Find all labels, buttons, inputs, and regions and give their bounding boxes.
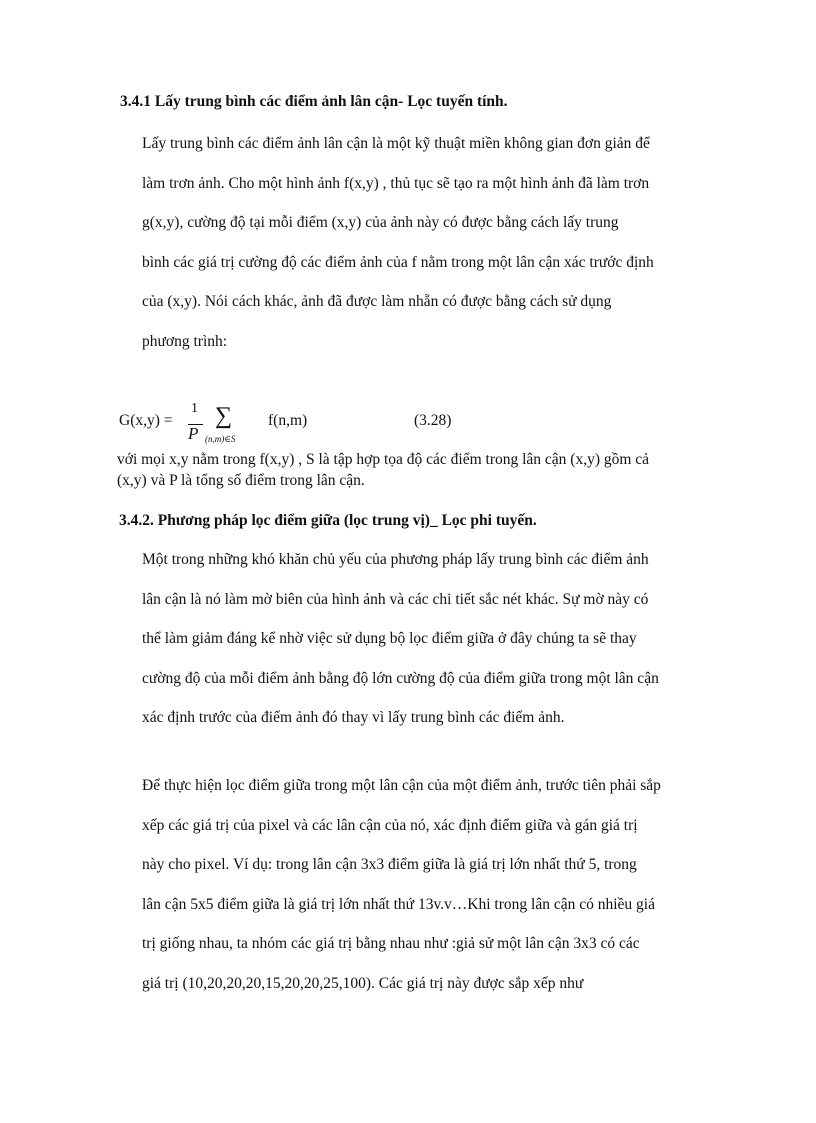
paragraph-line: giá trị (10,20,20,20,15,20,20,25,100). Các giá trị này được sắp xếp như (142, 975, 584, 992)
paragraph-line: Lấy trung bình các điểm ảnh lân cận là một kỹ thuật miền không gian đơn giản để (142, 135, 650, 152)
paragraph-line: xếp các giá trị của pixel và các lân cận của nó, xác định điểm giữa và gán giá trị (142, 817, 638, 834)
formula-explanation-line: với mọi x,y nằm trong f(x,y) , S là tập hợp tọa độ các điểm trong lân cận (x,y) gồm cả (117, 451, 650, 468)
fraction-numerator: 1 (191, 401, 198, 416)
paragraph-line: làm trơn ảnh. Cho một hình ảnh f(x,y) , thủ tục sẽ tạo ra một hình ảnh đã làm trơn (142, 175, 650, 192)
paragraph-line: này cho pixel. Ví dụ: trong lân cận 3x3 điểm giữa là giá trị lớn nhất thứ 5, trong (142, 856, 637, 873)
paragraph-line: Một trong những khó khăn chủ yếu của phương pháp lấy trung bình các điểm ảnh (142, 551, 649, 568)
equation-lhs: G(x,y) = (119, 412, 173, 429)
formula-explanation-line: (x,y) và P là tổng số điểm trong lân cận. (117, 472, 365, 489)
paragraph-line: lân cận 5x5 điểm giữa là giá trị lớn nhất thứ 13v.v…Khi trong lân cận có nhiều giá (142, 896, 655, 913)
paragraph-line: trị giống nhau, ta nhóm các giá trị bằng nhau như :giả sử một lân cận 3x3 có các (142, 935, 640, 952)
fraction-denominator: P (188, 424, 199, 443)
paragraph-line: Để thực hiện lọc điểm giữa trong một lân cận của một điểm ảnh, trước tiên phải sắp (142, 777, 661, 794)
paragraph-line: xác định trước của điểm ảnh đó thay vì lấy trung bình các điểm ảnh. (142, 709, 565, 726)
summation-sign: ∑ (215, 403, 233, 429)
summation-subscript: (n,m)∈S (205, 434, 236, 444)
summation-term: f(n,m) (268, 412, 308, 429)
paragraph-line: thể làm giảm đáng kể nhờ việc sử dụng bộ lọc điểm giữa ở đây chúng ta sẽ thay (142, 630, 637, 647)
paragraph-line: phương trình: (142, 333, 228, 350)
section-heading-3-4-1: 3.4.1 Lấy trung bình các điểm ảnh lân cận- Lọc tuyến tính. (120, 93, 508, 110)
paragraph-line: lân cận là nó làm mờ biên của hình ảnh và các chi tiết sắc nét khác. Sự mờ này có (142, 591, 649, 608)
paragraph-line: của (x,y). Nói cách khác, ảnh đã được làm nhẵn có được bằng cách sử dụng (142, 293, 612, 310)
section-heading-3-4-2: 3.4.2. Phương pháp lọc điểm giữa (lọc trung vị)_ Lọc phi tuyến. (119, 512, 537, 529)
paragraph-line: g(x,y), cường độ tại mỗi điểm (x,y) của ảnh này có được bằng cách lấy trung (142, 214, 619, 231)
equation-number: (3.28) (414, 412, 452, 429)
paragraph-line: bình các giá trị cường độ các điểm ảnh của f nằm trong một lân cận xác trước định (142, 254, 654, 271)
paragraph-line: cường độ của mỗi điểm ảnh bằng độ lớn cường độ của điểm giữa trong một lân cận (142, 670, 659, 687)
